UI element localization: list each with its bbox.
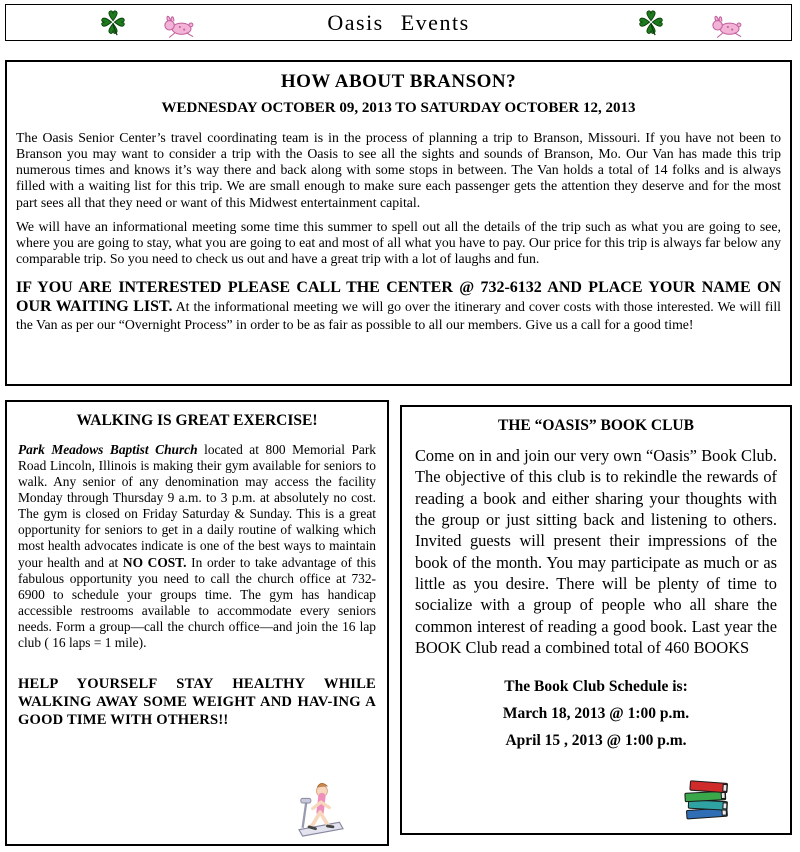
branson-paragraph: We will have an informational meeting some time this summer to spell out all the details of the trip such as what you are going to see, where you are going to stay, what you are going to eat and most of all what you have to pay. Our price for this trip is always far below any comparable trip. So you need to check us out and have a great trip with a lot of laughs and fun. xyxy=(16,218,781,266)
treadmill-walker-icon xyxy=(297,780,345,842)
rabbit-icon xyxy=(161,15,197,41)
walking-church-name: Park Meadows Baptist Church xyxy=(18,442,198,457)
shamrock-icon xyxy=(639,10,663,41)
branson-call-to-action: IF YOU ARE INTERESTED PLEASE CALL THE CENTER @ 732-6132 AND PLACE YOUR NAME ON OUR WAITING LIST. xyxy=(16,279,781,315)
bookclub-title: THE “OASIS” BOOK CLUB xyxy=(498,417,694,434)
bookclub-schedule-title: The Book Club Schedule is: xyxy=(504,678,688,696)
bookclub-schedule-item: March 18, 2013 @ 1:00 p.m. xyxy=(502,705,690,723)
walking-no-cost-emphasis: NO COST. xyxy=(122,554,187,570)
walking-paragraph-text: located at 800 Memorial Park Road Lincoln, Illinois is making their gym available for seniors to walk. Any senior of any denomination may access the facility Monday through Thursday 9 a.m. to 3 p.m. at absolutely no cost. The gym is closed on Friday Saturday & Sunday. This is a great opportunity for seniors to get in a daily routine of walking which most health advocates indicate is one of the best ways to maintain your health and at xyxy=(18,442,376,570)
branson-section xyxy=(5,60,792,386)
books-stack-icon xyxy=(680,776,734,827)
branson-paragraph xyxy=(16,279,781,333)
bookclub-schedule xyxy=(415,678,777,750)
branson-subtitle: WEDNESDAY OCTOBER 09, 2013 TO SATURDAY OCTOBER 12, 2013 xyxy=(161,100,636,116)
header-bar xyxy=(5,4,792,41)
branson-paragraph: The Oasis Senior Center’s travel coordinating team is in the process of planning a trip to Branson, Missouri. If you have not been to Branson you may want to consider a trip with the Oasis to see all the sights and sounds of Branson, Mo. Our Van has made this trip numerous times and knows it’s way there and back along with some stops in between. The Van holds a total of 14 folks and is always filled with a waiting list for this trip. We are small enough to make sure each passenger gets the attention they deserve and for the most part sees all that they need or want of this Midwest entertainment capital. xyxy=(16,130,781,210)
bookclub-paragraph: Come on in and join our very own “Oasis” Book Club. The objective of this club is to rekindle the rewards of reading a book and either sharing your thoughts with the group or just sitting back and listening to others. Invited guests will present their impressions of the book of the month. You may participate as much or as little as you desire. There will be plenty of time to socialize with a group of people who all share the common interest of reading a good book. Last year the BOOK Club read a combined total of 460 BOOKS xyxy=(415,446,777,657)
branson-title: HOW ABOUT BRANSON? xyxy=(280,71,517,92)
walking-paragraph xyxy=(18,442,376,651)
walking-closing: HELP YOURSELF STAY HEALTHY WHILE WALKING AWAY SOME WEIGHT AND HAV-ING A GOOD TIME WITH OTHERS!! xyxy=(18,676,376,729)
rabbit-icon xyxy=(709,15,745,41)
walking-title: WALKING IS GREAT EXERCISE! xyxy=(76,412,318,429)
walking-section xyxy=(5,400,389,846)
page-title: Oasis Events xyxy=(327,9,470,35)
branson-paragraph-text: At the informational meeting we will go over the itinerary and cover costs with those interested. We will fill the Van as per our “Overnight Process” in order to be as fair as possible to all our members. Give us a call for a good time! xyxy=(16,298,782,332)
shamrock-icon xyxy=(101,10,125,41)
bookclub-schedule-item: April 15 , 2013 @ 1:00 p.m. xyxy=(505,732,687,750)
walking-paragraph-text: In order to take advantage of this fabulous opportunity you need to call the church office at 732-6900 to schedule your groups time. The gym has handicap accessible restrooms available to accommodate every seniors needs. Form a group—call the church office—and join the 16 lap club ( 16 laps = 1 mile). xyxy=(18,554,376,650)
bookclub-section xyxy=(400,405,792,835)
